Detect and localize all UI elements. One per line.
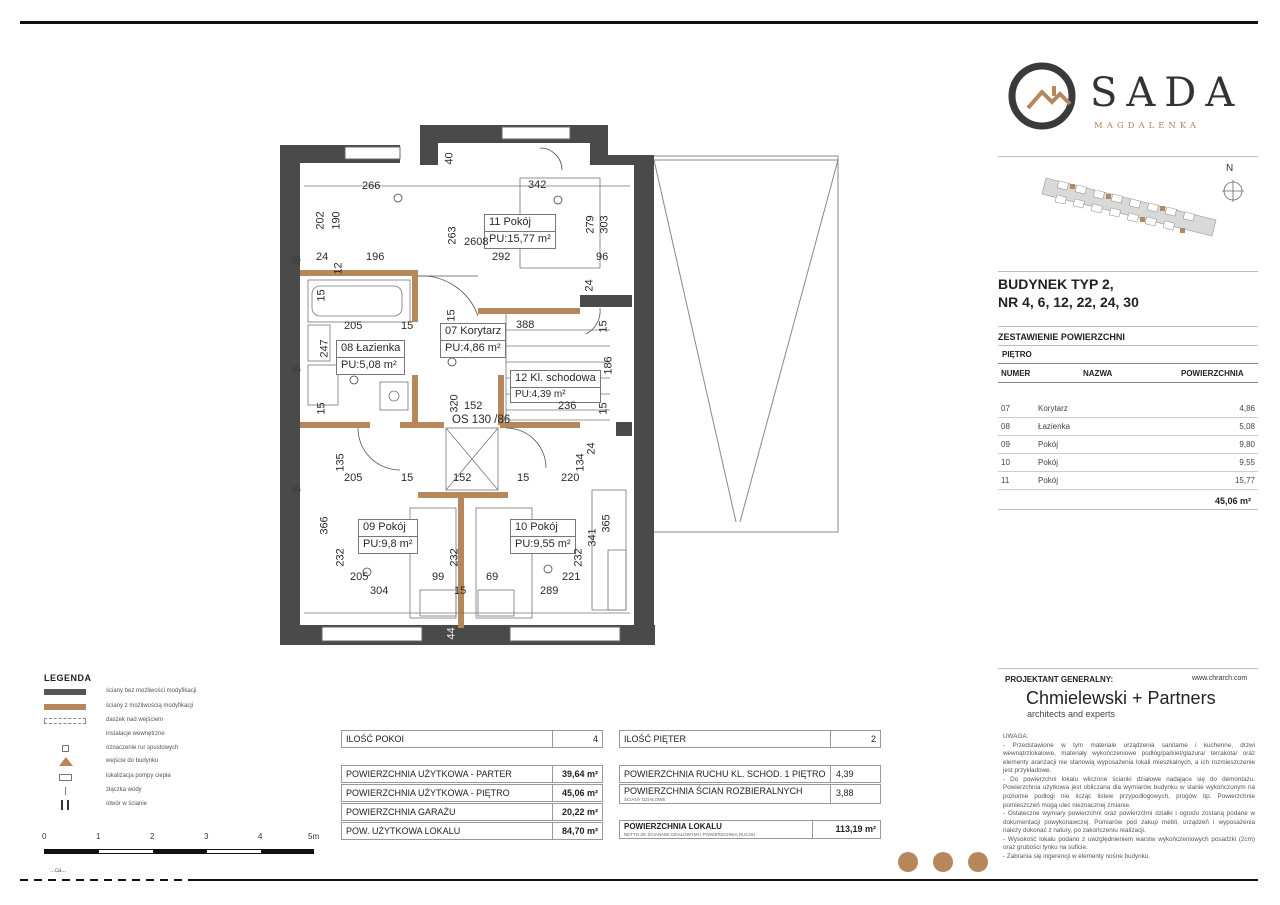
- dim-label: 304: [370, 585, 389, 597]
- dim-label: 292: [492, 251, 511, 263]
- dim-label: 40: [443, 152, 456, 165]
- dim-label: 205: [350, 571, 369, 583]
- note-item: - Zabrania się ingerencji w elementy nośne budynku.: [1003, 852, 1151, 860]
- compass-icon: [1222, 180, 1244, 202]
- page-dot[interactable]: [898, 852, 918, 872]
- legend-text: daszek nad wejściem: [106, 717, 164, 723]
- floors-count-label: ILOŚĆ PIĘTER: [624, 734, 687, 744]
- row-area: 15,77: [1234, 476, 1255, 485]
- row-area: 5,08: [1239, 422, 1255, 431]
- modifiable-wall-swatch: [44, 704, 86, 710]
- dim-label: 24: [583, 279, 596, 292]
- logo-subtitle: MAGDALENKA: [1094, 121, 1201, 131]
- page-dot[interactable]: [968, 852, 988, 872]
- legend-text: ściany z możliwością modyfikacji: [106, 703, 194, 709]
- partition-label: POWIERZCHNIA ŚCIAN ROZBIERALNYCH: [624, 786, 803, 796]
- row-name: Pokój: [1038, 458, 1059, 467]
- summary-row: [998, 400, 1258, 418]
- dim-label: 15: [315, 289, 328, 302]
- circulation-label: POWIERZCHNIA RUCHU KL. SCHOD. 1 PIĘTRO: [624, 769, 826, 779]
- dim-label: 232: [334, 548, 347, 567]
- partition-row: [619, 784, 881, 804]
- dim-label: 266: [362, 180, 381, 192]
- dim-label: 152: [453, 472, 472, 484]
- dim-label: 96: [596, 251, 609, 263]
- dim-label: 196: [366, 251, 385, 263]
- local-area-label: POWIERZCHNIA LOKALU: [624, 822, 722, 831]
- summary-row: [998, 472, 1258, 490]
- row-number: 07: [1001, 404, 1010, 413]
- rooms-count-box: [341, 730, 603, 748]
- dim-label: 221: [562, 571, 581, 583]
- room-area: PU:4,39 m²: [511, 387, 600, 402]
- row-name: Łazienka: [1038, 422, 1071, 431]
- dim-label: 366: [318, 516, 331, 535]
- scale-label: 0: [42, 832, 47, 841]
- area-row: [341, 822, 603, 840]
- fixed-wall-swatch: [44, 689, 86, 695]
- room-area: PU:5,08 m²: [337, 357, 404, 373]
- summary-row: [998, 436, 1258, 454]
- dim-label: 247: [318, 339, 331, 358]
- room-label-09: [358, 519, 418, 554]
- legend-text: wejście do budynku: [106, 758, 159, 764]
- note-item: - Ostateczne wymiary powierzchni oraz powierzchni działki i ogrodu zostaną podane w dokumentacji powykonawczej. Pomiarów pod zakup mebli, urządzeń i wyposażenia należy dokonać z natury, po zakończeniu realizacji.: [1003, 810, 1255, 835]
- room-label-07: [440, 323, 506, 358]
- room-name: 07 Korytarz: [445, 325, 502, 337]
- header-number: NUMER: [1001, 369, 1031, 378]
- area-label: POWIERZCHNIA UŻYTKOWA - PIĘTRO: [346, 788, 510, 798]
- scale-label: 3: [204, 832, 209, 841]
- header-area: POWIERZCHNIA: [1181, 369, 1244, 378]
- dim-label: 134: [574, 453, 587, 472]
- dim-label: 263: [446, 226, 459, 245]
- dim-label: 236: [558, 400, 577, 412]
- entrance-icon: [59, 757, 73, 766]
- row-name: Pokój: [1038, 440, 1059, 449]
- notes-heading: UWAGA:: [1003, 733, 1029, 740]
- sada-logo-icon: [1006, 58, 1082, 134]
- partition-sublabel: ŚCIANY DZIAŁOWE: [624, 797, 666, 802]
- roof-outline: [654, 156, 838, 532]
- designer-name: Chmielewski + Partners: [1026, 688, 1216, 708]
- room-area: PU:9,8 m²: [359, 536, 417, 552]
- room-name: 08 Łazienka: [341, 342, 401, 354]
- divider: [998, 271, 1258, 272]
- circulation-value: 4,39: [836, 769, 854, 779]
- area-label: POWIERZCHNIA UŻYTKOWA - PARTER: [346, 769, 512, 779]
- dim-label: 24: [585, 442, 598, 455]
- dim-label: 205: [344, 472, 363, 484]
- summary-floor: PIĘTRO: [1002, 350, 1032, 359]
- room-name: 12 Kl. schodowa: [515, 372, 596, 384]
- water-connector-icon: [65, 787, 66, 795]
- area-value: 20,22 m²: [561, 807, 598, 817]
- partition-value: 3,88: [836, 788, 854, 798]
- legend-text: otwór w ścianie: [106, 801, 148, 807]
- dim-label: 232: [448, 548, 461, 567]
- note-item: - Wysokość lokalu podano z uwzględnieniem warstw wykończeniowych posadzki (2cm) oraz grubości tynku na suficie.: [1003, 835, 1255, 852]
- divider: [998, 326, 1258, 327]
- downpipe-icon: [62, 745, 69, 752]
- site-location-map: [1040, 170, 1220, 250]
- north-label: N: [1226, 163, 1234, 174]
- footer-mark: ...ca...: [50, 868, 67, 874]
- building-numbers: NR 4, 6, 12, 22, 24, 30: [998, 294, 1139, 311]
- summary-title: ZESTAWIENIE POWIERZCHNI: [998, 332, 1125, 342]
- dim-label: 15: [401, 320, 414, 332]
- local-area-row: [619, 820, 881, 839]
- room-label-08: [336, 340, 405, 375]
- room-label-11: [484, 214, 556, 249]
- dim-label: 99: [432, 571, 445, 583]
- scale-label: 2: [150, 832, 155, 841]
- legend-title: LEGENDA: [44, 673, 92, 683]
- dim-label: 303: [598, 215, 611, 234]
- summary-total: 45,06 m²: [1215, 496, 1252, 506]
- row-name: Pokój: [1038, 476, 1059, 485]
- building-type: BUDYNEK TYP 2,: [998, 276, 1114, 292]
- dim-label: 15: [401, 472, 414, 484]
- wall-opening-icon: [61, 800, 69, 810]
- os-label: OS 130 /86: [452, 414, 511, 426]
- summary-row: [998, 418, 1258, 436]
- dim-label: 15: [517, 472, 530, 484]
- dim-label: 220: [561, 472, 580, 484]
- room-label-10: [510, 519, 576, 554]
- legend-text: złączka wody: [106, 787, 142, 793]
- local-area-value: 113,19 m²: [835, 824, 876, 834]
- row-area: 9,55: [1239, 458, 1255, 467]
- dim-label: 15: [445, 309, 458, 322]
- local-area-sublabel: NETTO ZE ŚCIANAMI DZIAŁOWYMI I POWIERZCHNIĄ RUCHU: [624, 832, 756, 837]
- dim-label: 320: [448, 394, 461, 413]
- note-item: - Do powierzchni lokalu wliczone ścianki działowe nadające się do demontażu. Powierzchnia użytkowa jest obliczana dla wymiarów budynku w stanie wykończonym na poziomie podłogi nie licząc listew przypodłogowych, progów itp. Powierzchnie pomieszczeń mogą ulec nieznacznej zmianie.: [1003, 775, 1255, 809]
- dim-label: 15: [597, 320, 610, 333]
- dim-label: 15: [454, 585, 467, 597]
- scale-label: 1: [96, 832, 101, 841]
- summary-row: [998, 454, 1258, 472]
- notes-block: [1003, 733, 1255, 861]
- scale-bar: [44, 849, 314, 854]
- logo-wordmark: SADA: [1090, 70, 1244, 116]
- divider: [998, 668, 1258, 669]
- floors-count-value: 2: [870, 734, 876, 744]
- legend-text: lokalizacja pompy ciepła: [106, 773, 171, 779]
- bottom-rule: [188, 879, 1258, 881]
- floor-plan: [270, 120, 850, 660]
- row-number: 09: [1001, 440, 1010, 449]
- dim-label: 135: [334, 453, 347, 472]
- dim-label: 190: [330, 211, 343, 230]
- top-rule: [20, 21, 1258, 24]
- designer-tagline: architects and experts: [1027, 709, 1116, 719]
- divider: [998, 509, 1258, 510]
- room-name: 09 Pokój: [363, 521, 406, 533]
- dim-label: 205: [344, 320, 363, 332]
- dim-label: 289: [540, 585, 559, 597]
- area-row: [341, 803, 603, 821]
- area-row: [341, 784, 603, 802]
- room-area: PU:15,77 m²: [485, 231, 555, 247]
- dim-label: 279: [584, 215, 597, 234]
- divider: [998, 156, 1258, 157]
- designer-url[interactable]: www.chrarch.com: [1192, 675, 1248, 682]
- dim-label: 24: [316, 251, 329, 263]
- dim-label: 341: [586, 528, 599, 547]
- area-label: POWIERZCHNIA GARAŻU: [346, 807, 456, 817]
- row-name: Korytarz: [1038, 404, 1068, 413]
- summary-header: [998, 363, 1258, 383]
- dim-label: 2608: [464, 236, 489, 248]
- heat-pump-icon: [59, 774, 72, 781]
- dim-label: 186: [602, 356, 615, 375]
- dim-label: 15: [315, 402, 328, 415]
- circulation-row: [619, 765, 881, 783]
- note-item: - Przedstawione w tym materiale urządzenia sanitarne i kuchenne, drzwi wewnątrzlokalowe, materiały wykończeniowe podłóg/parkiet/glazura/ terrakota/ oraz elementy aranżacji nie stanowią wyposażenia lokali mieszkalnych, a ich rozmieszczenie jest przykładowe.: [1003, 741, 1255, 775]
- rooms-count-label: ILOŚĆ POKOI: [346, 734, 405, 744]
- legend-text: ściany bez możliwości modyfikacji: [106, 688, 197, 694]
- bottom-dashed-rule: [20, 879, 186, 881]
- row-number: 10: [1001, 458, 1010, 467]
- floors-count-box: [619, 730, 881, 748]
- dim-label: 342: [528, 179, 547, 191]
- dim-label: 232: [572, 548, 585, 567]
- building-title: [998, 275, 1139, 311]
- row-area: 4,86: [1239, 404, 1255, 413]
- canopy-swatch: [44, 718, 86, 724]
- scale-label: 5m: [308, 832, 320, 841]
- dim-label: 152: [464, 400, 483, 412]
- area-value: 39,64 m²: [561, 769, 598, 779]
- room-area: PU:9,55 m²: [511, 536, 575, 552]
- room-name: 11 Pokój: [489, 216, 531, 228]
- scale-label: 4: [258, 832, 263, 841]
- row-number: 08: [1001, 422, 1010, 431]
- dim-label: 15: [597, 402, 610, 415]
- header-name: NAZWA: [1083, 369, 1113, 378]
- room-area: PU:4,86 m²: [441, 340, 505, 356]
- dim-label: 44: [445, 627, 458, 640]
- row-area: 9,80: [1239, 440, 1255, 449]
- area-label: POW. UŻYTKOWA LOKALU: [346, 826, 461, 836]
- row-number: 11: [1001, 476, 1010, 485]
- page-dot[interactable]: [933, 852, 953, 872]
- dim-label: 12: [332, 262, 345, 275]
- area-row: [341, 765, 603, 783]
- legend-text: instalacje wewnętrzne: [106, 731, 165, 737]
- dim-label: 69: [486, 571, 499, 583]
- rooms-count-value: 4: [592, 734, 598, 744]
- legend-text: oznaczenie rur spustowych: [106, 745, 179, 751]
- area-value: 45,06 m²: [561, 788, 598, 798]
- dim-label: 388: [516, 319, 535, 331]
- dim-label: 202: [314, 211, 327, 230]
- room-label-12: [510, 370, 601, 403]
- designer-label: PROJEKTANT GENERALNY:: [1005, 675, 1114, 684]
- area-value: 84,70 m²: [561, 826, 598, 836]
- room-name: 10 Pokój: [515, 521, 558, 533]
- divider: [998, 345, 1258, 346]
- dim-label: 365: [600, 514, 613, 533]
